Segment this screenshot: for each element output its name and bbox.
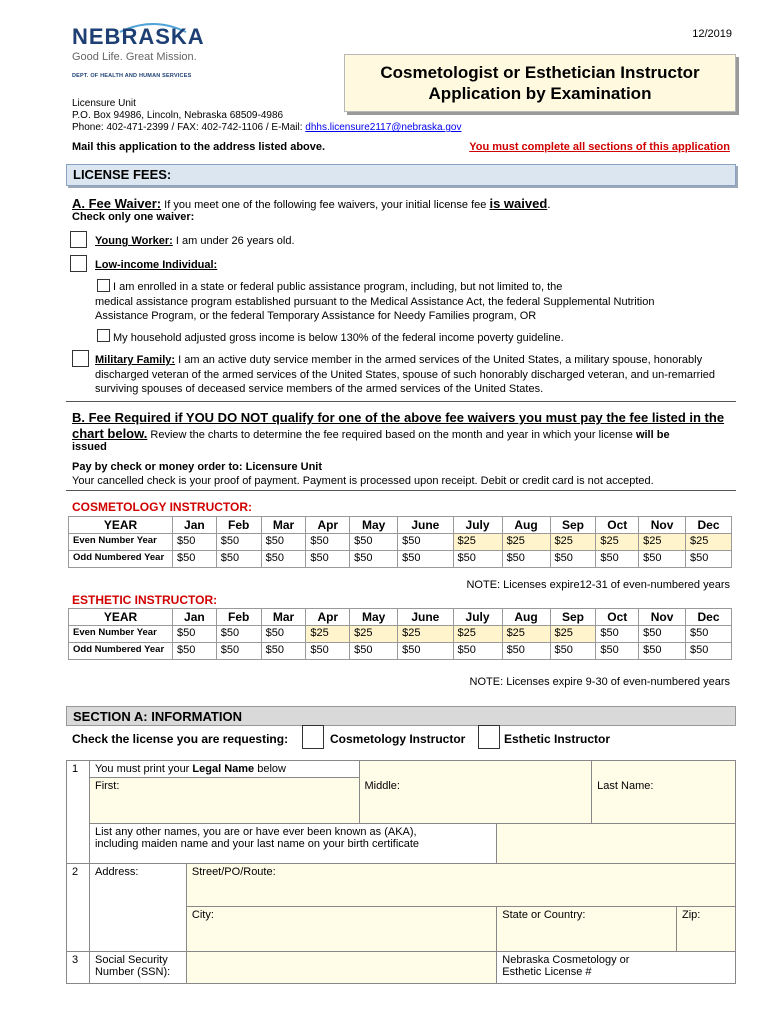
fee-cell: $50 [639,551,686,568]
fee-cell: $50 [306,643,350,660]
row-label: Odd Numbered Year [69,551,173,568]
fee-waiver-period: . [547,197,551,211]
state-label: State or Country: [502,909,586,921]
young-worker-option [95,235,295,248]
cosmetology-instructor-checkbox[interactable] [302,725,324,749]
fee-cell: $50 [550,551,596,568]
month-header: Oct [596,609,639,626]
fee-cell: $25 [639,534,686,551]
month-header: Nov [639,609,686,626]
esthetic-odd-row [69,643,732,660]
street-cell[interactable] [186,864,735,907]
fee-cell: $50 [550,643,596,660]
city-cell[interactable] [186,907,496,952]
fee-cell: $50 [306,534,350,551]
month-header: Feb [216,517,261,534]
form-date: 12/2019 [692,28,732,40]
zip-label: Zip: [682,909,701,921]
email-link[interactable]: dhhs.licensure2117@nebraska.gov [305,122,462,133]
esthetic-fee-table [68,608,732,660]
month-header: May [350,517,398,534]
fee-required-heading: B. Fee Required if YOU DO NOT qualify for one of the above fee waivers you must pay the fee listed in the [72,410,725,425]
household-income-text: My household adjusted gross income is below 130% of the federal income poverty guideline. [113,332,564,344]
fee-required-review-text: Review the charts to determine the fee required based on the month and year in which your license [147,429,636,441]
logo-department: DEPT. OF HEALTH AND HUMAN SERVICES [72,73,192,79]
fee-cell: $25 [596,534,639,551]
legal-name-bold: Legal Name [192,763,255,775]
military-family-label: Military Family: [95,354,176,366]
fee-cell: $50 [261,643,306,660]
fee-cell: $50 [216,534,261,551]
young-worker-checkbox[interactable] [70,231,87,248]
month-header: Nov [639,517,686,534]
row-label: Even Number Year [69,534,173,551]
cosmetology-header-row [69,517,732,534]
cosmetology-even-row [69,534,732,551]
month-header: Jan [173,609,217,626]
fee-cell: $50 [398,643,453,660]
month-header: June [398,517,453,534]
fee-cell: $50 [216,551,261,568]
esthetic-header-row [69,609,732,626]
fee-cell: $25 [398,626,453,643]
fee-cell: $50 [398,534,453,551]
ssn-input-cell[interactable] [186,952,496,984]
legal-name-header [90,761,359,778]
fee-cell: $50 [261,534,306,551]
year-header: YEAR [69,609,173,626]
low-income-label: Low-income Individual: [95,259,218,271]
middle-name-cell[interactable] [359,761,592,824]
month-header: Sep [550,609,596,626]
fee-cell: $50 [596,643,639,660]
pay-by-text: Pay by check or money order to: Licensure Unit [72,461,323,473]
fee-cell: $50 [173,534,217,551]
first-name-cell[interactable] [89,761,359,824]
form-title-line2: Application by Examination [428,84,652,103]
row-number: 2 [67,864,90,952]
year-header: YEAR [69,517,173,534]
fee-cell: $25 [453,626,502,643]
household-income-checkbox[interactable] [97,329,110,342]
fee-cell: $25 [453,534,502,551]
legal-name-post: below [254,763,286,775]
fee-waiver-heading-line [72,197,551,212]
legal-name-pre: You must print your [94,763,193,775]
military-family-checkbox[interactable] [72,350,89,367]
esthetic-instructor-option: Esthetic Instructor [504,732,611,746]
month-header: Apr [306,517,350,534]
row-label: Even Number Year [69,626,173,643]
name-row [67,761,736,824]
ssn-label-cell [89,952,186,984]
complete-all-warning: You must complete all sections of this application [469,141,730,153]
assistance-program-line2: medical assistance program established pursuant to the Medical Assistance Act, the federal Supplemental Nutrition [95,296,655,308]
is-waived-text: is waived [489,196,548,211]
esthetic-even-row [69,626,732,643]
address-pobox: P.O. Box 94986, Lincoln, Nebraska 68509-4986 [72,110,284,121]
first-name-label: First: [94,780,120,792]
ssn-label-line1: Social Security [94,954,168,966]
issued-text: issued [72,441,107,453]
esthetic-expire-note: NOTE: Licenses expire 9-30 of even-numbered years [469,676,730,688]
address-unit: Licensure Unit [72,98,136,109]
ssn-label-line2: Number (SSN): [94,966,171,978]
military-family-text: I am an active duty service member in the armed services of the United States, a military spouse, honorably [175,354,703,366]
cosmetology-fee-table [68,516,732,568]
month-header: June [398,609,453,626]
fee-cell: $50 [350,643,398,660]
military-family-line3: surviving spouses of deceased service members of the armed services of the United States. [95,383,544,395]
fee-cell: $50 [686,643,732,660]
aka-row [67,824,736,864]
cosmetology-instructor-heading: COSMETOLOGY INSTRUCTOR: [72,500,253,514]
form-title-line1: Cosmetologist or Esthetician Instructor [380,63,700,82]
assistance-program-line1: I am enrolled in a state or federal public assistance program, including, but not limited to, the [113,281,563,293]
assistance-program-line3: Assistance Program, or the federal Temporary Assistance for Needy Families program, OR [95,310,537,322]
aka-label-cell [89,824,496,864]
last-name-cell[interactable] [592,761,736,824]
fee-cell: $50 [173,643,217,660]
fee-cell: $50 [453,643,502,660]
month-header: May [350,609,398,626]
will-be-text: will be [635,429,670,441]
ssn-row [67,952,736,984]
fee-cell: $50 [502,643,550,660]
license-fees-band: LICENSE FEES: [66,164,736,186]
fee-required-line2 [72,427,670,442]
month-header: Feb [216,609,261,626]
month-header: Jan [173,517,217,534]
middle-name-label: Middle: [364,780,400,792]
proof-of-payment-text: Your cancelled check is your proof of payment. Payment is processed upon receipt. Debit or credit card is not accepted. [72,475,654,487]
month-header: Aug [502,609,550,626]
aka-label-line2: including maiden name and your last name on your birth certificate [94,838,420,850]
month-header: Dec [686,517,732,534]
license-request-label: Check the license you are requesting: [72,732,289,746]
divider-waiver [66,401,736,402]
aka-label-line1: List any other names, you are or have ever been known as (AKA), [94,826,417,838]
month-header: July [453,517,502,534]
low-income-checkbox[interactable] [70,255,87,272]
state-cell[interactable] [497,907,677,952]
cosmetology-expire-note: NOTE: Licenses expire12-31 of even-numbered years [466,579,730,591]
assistance-program-checkbox[interactable] [97,279,110,292]
address-contact [72,122,461,134]
zip-cell[interactable] [677,907,736,952]
esthetic-instructor-checkbox[interactable] [478,725,500,749]
logo-tagline: Good Life. Great Mission. [72,51,197,63]
military-family-line1 [95,354,702,367]
fee-cell: $50 [686,551,732,568]
divider-fee-required [66,490,736,491]
fee-cell: $25 [502,626,550,643]
address-label: Address: [89,864,186,952]
street-label: Street/PO/Route: [191,866,276,878]
fee-cell: $50 [596,626,639,643]
cosmetology-instructor-option: Cosmetology Instructor [330,732,466,746]
aka-input-cell[interactable] [497,824,736,864]
month-header: Mar [261,517,306,534]
row-label: Odd Numbered Year [69,643,173,660]
fee-cell: $50 [261,551,306,568]
fee-waiver-heading: A. Fee Waiver: [72,196,162,211]
fee-cell: $50 [216,643,261,660]
month-header: Sep [550,517,596,534]
mailing-address [72,98,461,134]
fee-cell: $50 [216,626,261,643]
fee-cell: $25 [306,626,350,643]
fee-cell: $50 [453,551,502,568]
row-number: 1 [67,761,90,864]
fee-cell: $50 [398,551,453,568]
month-header: Apr [306,609,350,626]
fee-waiver-text: If you meet one of the following fee waivers, your initial license fee [161,199,490,211]
fee-cell: $25 [550,534,596,551]
fee-cell: $50 [173,551,217,568]
license-number-cell[interactable] [497,952,736,984]
month-header: Dec [686,609,732,626]
city-label: City: [191,909,214,921]
esthetic-instructor-heading: ESTHETIC INSTRUCTOR: [72,593,218,607]
section-a-band: SECTION A: INFORMATION [66,706,736,726]
fee-cell: $50 [596,551,639,568]
fee-cell: $25 [350,626,398,643]
license-number-line2: Esthetic License # [502,966,592,978]
military-family-line2: discharged veteran of the armed services of the United States, spouse of such honorably discharged veteran, and un-remarried [95,369,716,381]
mail-instruction: Mail this application to the address listed above. [72,141,326,153]
fee-cell: $50 [306,551,350,568]
address-phone-fax: Phone: 402-471-2399 / FAX: 402-742-1106 / E-Mail: [72,122,306,133]
license-number-line1: Nebraska Cosmetology or [502,954,630,966]
fee-cell: $50 [502,551,550,568]
young-worker-text: I am under 26 years old. [172,235,295,247]
fee-cell: $50 [261,626,306,643]
fee-cell: $25 [550,626,596,643]
fee-cell: $25 [686,534,732,551]
information-table [66,760,736,984]
fee-cell: $50 [173,626,217,643]
fee-cell: $50 [350,534,398,551]
month-header: July [453,609,502,626]
check-one-waiver: Check only one waiver: [72,211,195,223]
chart-below-text: chart below. [72,426,148,441]
cosmetology-odd-row [69,551,732,568]
last-name-label: Last Name: [597,780,654,792]
month-header: Aug [502,517,550,534]
fee-cell: $50 [350,551,398,568]
logo-wordmark: NEBRASKA [72,24,205,49]
month-header: Mar [261,609,306,626]
address-row [67,864,736,907]
young-worker-label: Young Worker: [95,235,173,247]
fee-cell: $50 [686,626,732,643]
fee-cell: $25 [502,534,550,551]
month-header: Oct [596,517,639,534]
fee-cell: $50 [639,626,686,643]
fee-cell: $50 [639,643,686,660]
row-number: 3 [67,952,90,984]
